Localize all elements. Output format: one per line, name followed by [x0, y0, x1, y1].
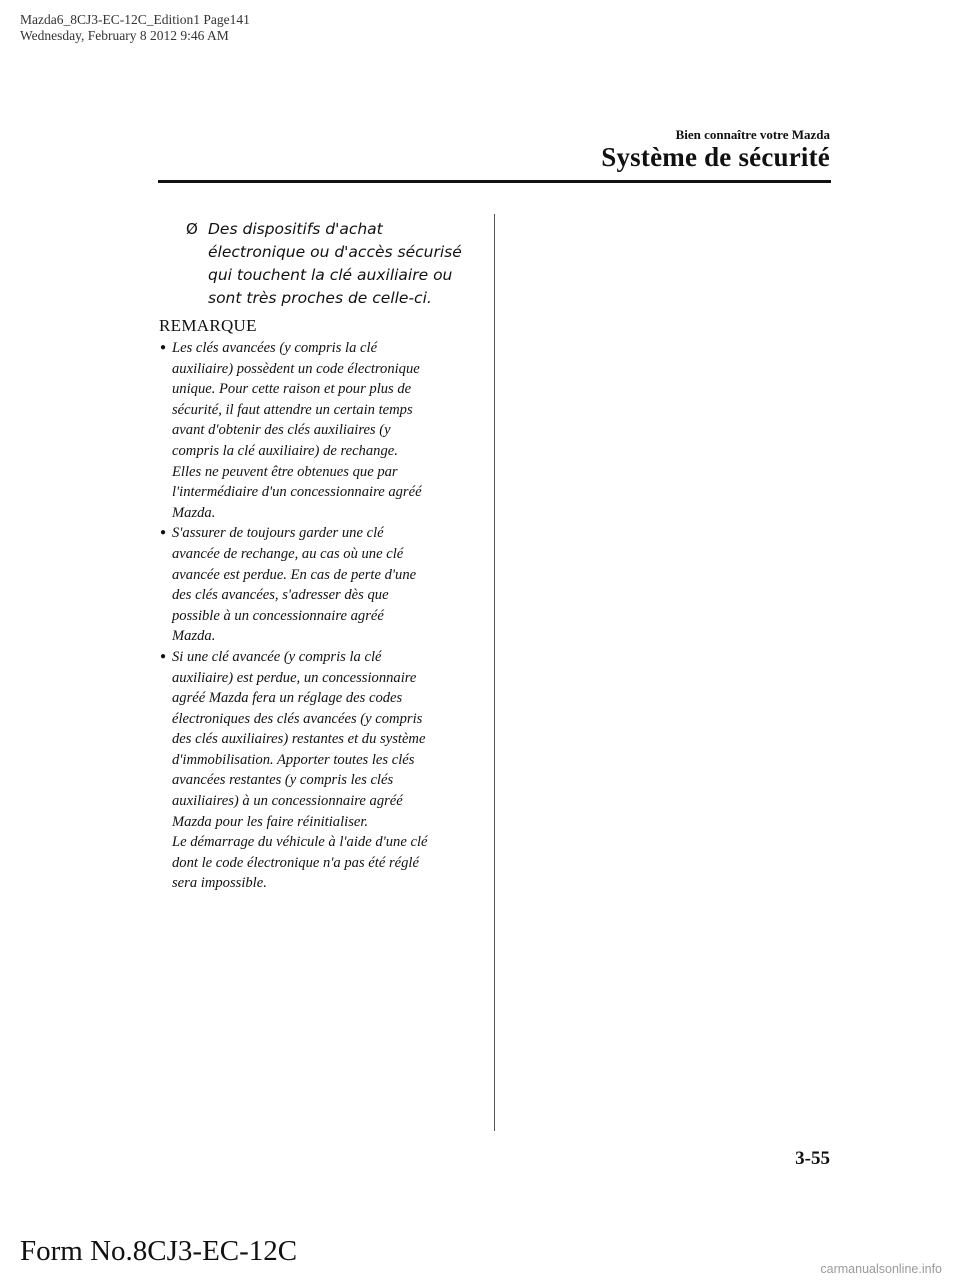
note-line: avancée est perdue. En cas de perte d'une	[172, 566, 417, 583]
note-line: Le démarrage du véhicule à l'aide d'une clé	[172, 834, 428, 851]
note-heading: REMARQUE	[159, 316, 257, 335]
note-line: l'intermédiaire d'un concessionnaire agréé	[172, 484, 422, 501]
note-item	[160, 523, 480, 647]
note-line: agréé Mazda fera un réglage des codes	[172, 690, 403, 707]
print-metadata-line-1: Mazda6_8CJ3-EC-12C_Edition1 Page141	[20, 12, 250, 27]
note-item	[160, 647, 480, 894]
print-metadata-line-2: Wednesday, February 8 2012 9:46 AM	[20, 28, 229, 43]
column-divider	[494, 214, 495, 1131]
round-bullet-icon: ●	[160, 650, 167, 662]
warning-item-text	[208, 218, 486, 310]
note-line: des clés auxiliaires) restantes et du système	[172, 731, 426, 748]
note-line: avancée de rechange, au cas où une clé	[172, 545, 404, 562]
note-line: Elles ne peuvent être obtenues que par	[172, 463, 398, 480]
note-list	[160, 338, 480, 894]
note-item	[160, 338, 480, 523]
note-line: Mazda pour les faire réinitialiser.	[172, 813, 369, 830]
page-number: 3-55	[795, 1148, 830, 1169]
note-line: unique. Pour cette raison et pour plus de	[172, 381, 412, 398]
note-line: Mazda.	[172, 504, 216, 521]
form-number: Form No.8CJ3-EC-12C	[20, 1235, 298, 1267]
note-line: auxiliaire) est perdue, un concessionnaire	[172, 669, 417, 686]
note-line: auxiliaires) à un concessionnaire agréé	[172, 793, 403, 810]
arrow-bullet-icon: Ø	[186, 220, 198, 238]
warning-line: Des dispositifs d'achat	[208, 220, 383, 238]
note-line: électroniques des clés avancées (y compris	[172, 710, 423, 727]
note-line: Les clés avancées (y compris la clé	[172, 340, 378, 356]
round-bullet-icon: ●	[160, 527, 167, 539]
page-title: Système de sécurité	[601, 142, 830, 172]
note-line: Mazda.	[172, 628, 216, 645]
note-line: possible à un concessionnaire agréé	[172, 607, 384, 624]
warning-line: électronique ou d'accès sécurisé	[208, 243, 462, 261]
round-bullet-icon: ●	[160, 342, 167, 353]
warning-list-item	[186, 218, 486, 310]
section-label: Bien connaître votre Mazda	[675, 127, 830, 142]
note-line: avant d'obtenir des clés auxiliaires (y	[172, 422, 391, 439]
note-line: compris la clé auxiliaire) de rechange.	[172, 442, 398, 459]
header-divider	[158, 180, 831, 183]
note-line: Si une clé avancée (y compris la clé	[172, 648, 382, 665]
warning-line: qui touchent la clé auxiliaire ou	[208, 266, 453, 284]
note-line: sécurité, il faut attendre un certain temps	[172, 401, 413, 418]
note-line: S'assurer de toujours garder une clé	[172, 525, 384, 542]
note-line: des clés avancées, s'adresser dès que	[172, 587, 389, 604]
note-line: avancées restantes (y compris les clés	[172, 772, 394, 789]
note-line: auxiliaire) possèdent un code électronique	[172, 360, 420, 377]
note-line: sera impossible.	[172, 875, 267, 892]
print-metadata	[20, 12, 250, 44]
site-watermark[interactable]: carmanualsonline.info	[820, 1262, 942, 1276]
warning-line: sont très proches de celle-ci.	[208, 289, 432, 307]
note-line: d'immobilisation. Apporter toutes les clés	[172, 751, 415, 768]
note-line: dont le code électronique n'a pas été réglé	[172, 854, 419, 871]
